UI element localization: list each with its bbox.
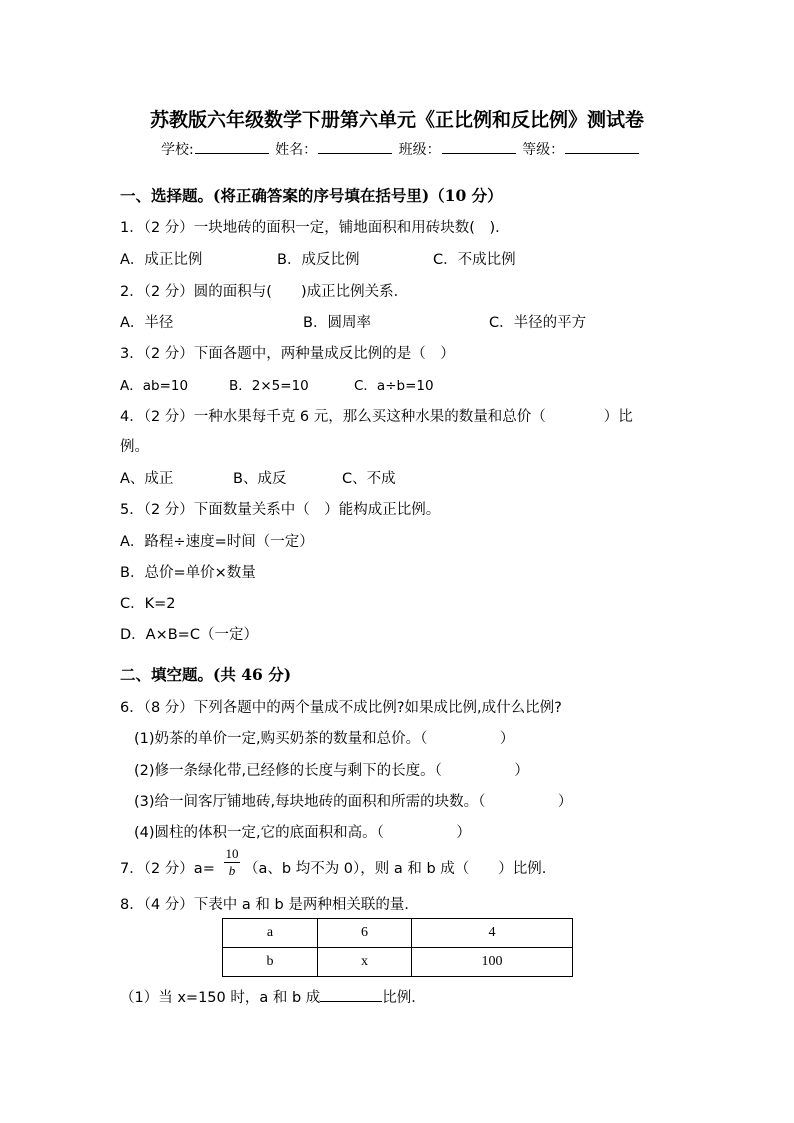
q2-option-a[interactable]: A．半径	[120, 315, 174, 331]
q5-option-c[interactable]: C．K=2	[120, 596, 176, 612]
grade-label: 等级：	[522, 142, 565, 158]
name-label: 姓名：	[275, 142, 318, 158]
q5-option-b[interactable]: B．总价=单价×数量	[120, 565, 256, 581]
q4-option-a[interactable]: A、成正	[120, 471, 174, 487]
question-7-suffix: （a、b 均不为 0），则 a 和 b 成（ ）比例.	[244, 861, 547, 877]
q5-option-a[interactable]: A．路程÷速度=时间（一定）	[120, 534, 314, 550]
student-info-line	[161, 139, 641, 159]
table-cell: 100	[412, 948, 573, 977]
question-7-prefix: 7．（2 分）a=	[120, 861, 215, 877]
q7-fraction-numerator: 10	[225, 846, 239, 861]
school-blank[interactable]	[195, 141, 269, 154]
table-row	[223, 948, 573, 977]
grade-blank[interactable]	[565, 141, 639, 154]
q5-option-d[interactable]: D．A×B=C（一定）	[120, 627, 258, 643]
school-label: 学校:	[161, 142, 194, 158]
q6-item-2: (2)修一条绿化带,已经修的长度与剩下的长度。（ ）	[134, 763, 529, 779]
q8-sub-1-suffix: 比例．	[382, 990, 426, 1006]
q4-option-c[interactable]: C、不成	[342, 471, 396, 487]
class-blank[interactable]	[442, 141, 516, 154]
question-6: 6．（8 分）下列各题中的两个量成不成比例?如果成比例,成什么比例?	[120, 700, 562, 716]
question-4: 4．（2 分）一种水果每千克 6 元，那么买这种水果的数量和总价（ ）比	[120, 409, 633, 425]
q6-item-1: (1)奶茶的单价一定,购买奶茶的数量和总价。（ ）	[134, 731, 515, 747]
q8-sub-1-prefix: （1）当 x=150 时，a 和 b 成	[120, 990, 321, 1006]
table-cell: 6	[318, 919, 412, 948]
q3-option-a[interactable]: A．ab=10	[120, 378, 189, 394]
q7-fraction-denominator: b	[228, 863, 236, 878]
table-cell: a	[223, 919, 318, 948]
q3-option-b[interactable]: B．2×5=10	[229, 378, 309, 394]
class-label: 班级：	[398, 142, 441, 158]
q8-sub-1	[120, 986, 426, 1007]
question-8: 8．（4 分）下表中 a 和 b 是两种相关联的量．	[120, 897, 419, 913]
q6-item-3: (3)给一间客厅铺地砖,每块地砖的面积和所需的块数。（ ）	[134, 794, 573, 810]
q1-option-a[interactable]: A．成正比例	[120, 252, 203, 268]
table-cell: b	[223, 948, 318, 977]
question-4-continued: 例。	[120, 439, 149, 455]
question-3: 3．（2 分）下面各题中，两种量成反比例的是（ ）	[120, 346, 455, 362]
question-2: 2．（2 分）圆的面积与( )成正比例关系．	[120, 284, 409, 300]
question-5: 5．（2 分）下面数量关系中（ ）能构成正比例。	[120, 502, 441, 518]
table-cell: x	[318, 948, 412, 977]
q1-option-c[interactable]: C．不成比例	[433, 252, 516, 268]
q2-option-b[interactable]: B．圆周率	[303, 315, 371, 331]
table-row	[223, 919, 573, 948]
q8-sub-1-blank[interactable]	[320, 989, 382, 1002]
name-blank[interactable]	[318, 141, 392, 154]
q7-fraction	[224, 846, 240, 879]
q6-item-4: (4)圆柱的体积一定,它的底面积和高。（ ）	[134, 825, 471, 841]
q3-option-c[interactable]: C．a÷b=10	[354, 378, 434, 394]
q4-option-b[interactable]: B、成反	[233, 471, 287, 487]
q1-option-b[interactable]: B．成反比例	[277, 252, 360, 268]
question-1: 1．（2 分）一块地砖的面积一定，铺地面积和用砖块数( ).	[120, 220, 500, 236]
q8-table	[222, 918, 573, 977]
table-cell: 4	[412, 919, 573, 948]
section-2-heading: 二、填空题。(共 46 分)	[120, 665, 292, 684]
q2-option-c[interactable]: C．半径的平方	[489, 315, 587, 331]
page-title: 苏教版六年级数学下册第六单元《正比例和反比例》测试卷	[149, 109, 644, 131]
section-1-heading: 一、选择题。(将正确答案的序号填在括号里)（10 分）	[120, 186, 503, 205]
